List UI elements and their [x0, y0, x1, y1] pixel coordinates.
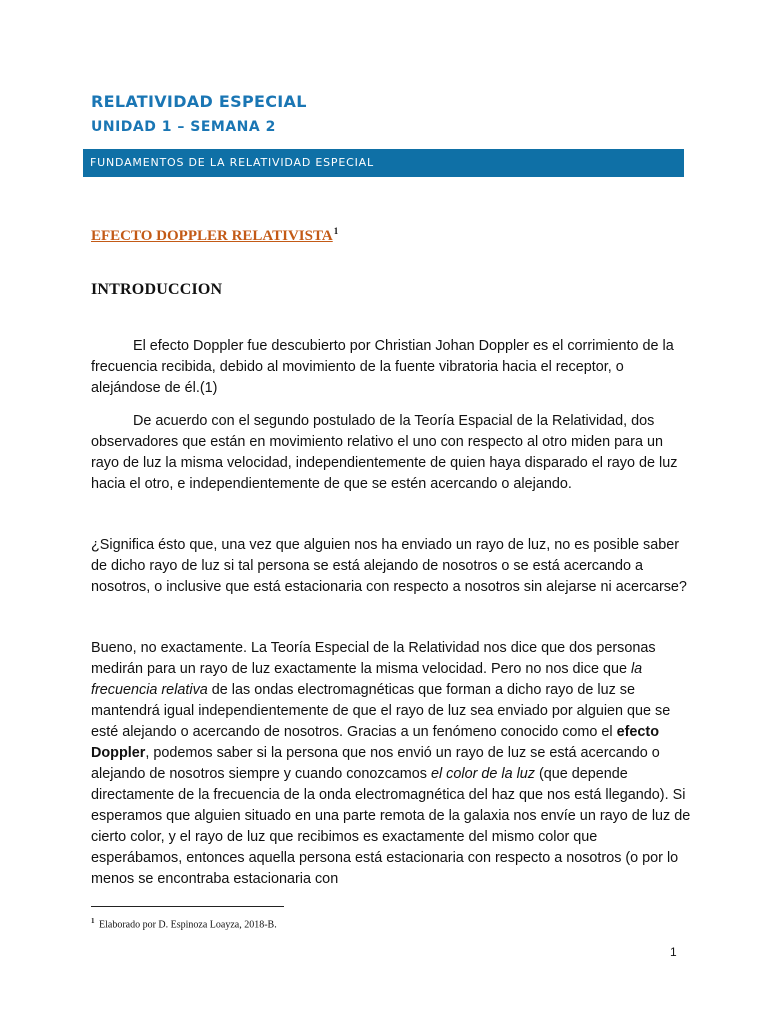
paragraph-1: El efecto Doppler fue descubierto por Christian Johan Doppler es el corrimiento de la frecuencia recibida, debido al movimiento de la fuente vibratoria hacia el receptor, o alejándose de él.(1): [91, 338, 674, 396]
section-title: [91, 226, 338, 245]
paragraph-4-text: Bueno, no exactamente. La Teoría Especial de la Relatividad nos dice que dos personas medirán para un rayo de luz exactamente la misma velocidad. Pero no nos dice que: [91, 640, 656, 677]
footnote-reference[interactable]: 1: [333, 226, 339, 236]
unit-title: UNIDAD 1 – SEMANA 2: [91, 119, 276, 135]
bold-efecto-doppler: efecto Doppler: [91, 724, 659, 761]
course-title: RELATIVIDAD ESPECIAL: [91, 92, 307, 111]
intro-heading: INTRODUCCION: [91, 281, 223, 298]
footnote-divider: [91, 906, 284, 907]
section-title-link[interactable]: EFECTO DOPPLER RELATIVISTA: [91, 228, 333, 244]
paragraph-4-text: de las ondas electromagnéticas que forman a dicho rayo de luz se mantendrá igual independientemente de que el rayo de luz sea enviado por alguien que se esté alejando o acercando de nosotros. Gracias a un fenómeno conocido como el: [91, 682, 671, 740]
paragraph-4-text: (que depende directamente de la frecuencia de la onda electromagnética del haz que nos está llegando). Si esperamos que alguien situado en una parte remota de la galaxia nos envíe un rayo de luz de cierto color, y el rayo de luz que recibimos es exactamente del mismo color que esperábamos, entonces aquella persona está estacionaria con respecto a nosotros (o por lo menos se encontraba estacionaria con: [91, 766, 691, 887]
italic-color-de-la-luz: el color de la luz: [430, 766, 535, 782]
footnote-mark: 1: [91, 917, 95, 925]
paragraph-2: De acuerdo con el segundo postulado de la Teoría Espacial de la Relatividad, dos observadores que están en movimiento relativo el uno con respecto al otro miden para un rayo de luz la misma velocidad, independientemente de quien haya disparado el rayo de luz hacia el otro, e independientemente de que se estén acercando o alejando.: [91, 413, 678, 492]
page-number: 1: [670, 945, 677, 959]
footnote-text: Elaborado por D. Espinoza Loayza, 2018-B.: [96, 919, 277, 931]
italic-frecuencia-relativa: la frecuencia relativa: [91, 661, 643, 698]
paragraph-4-text: , podemos saber si la persona que nos envió un rayo de luz se está acercando o alejando de nosotros siempre y cuando conozcamos: [91, 745, 660, 782]
section-banner: FUNDAMENTOS DE LA RELATIVIDAD ESPECIAL: [83, 149, 684, 177]
footnote: [91, 917, 277, 930]
paragraph-3: ¿Significa ésto que, una vez que alguien nos ha enviado un rayo de luz, no es posible saber de dicho rayo de luz si tal persona se está alejando de nosotros o se está acercando a nosotros, o inclusive que está estacionaria con respecto a nosotros sin alejarse ni acercarse?: [91, 537, 687, 595]
paragraph-4: [91, 638, 691, 890]
